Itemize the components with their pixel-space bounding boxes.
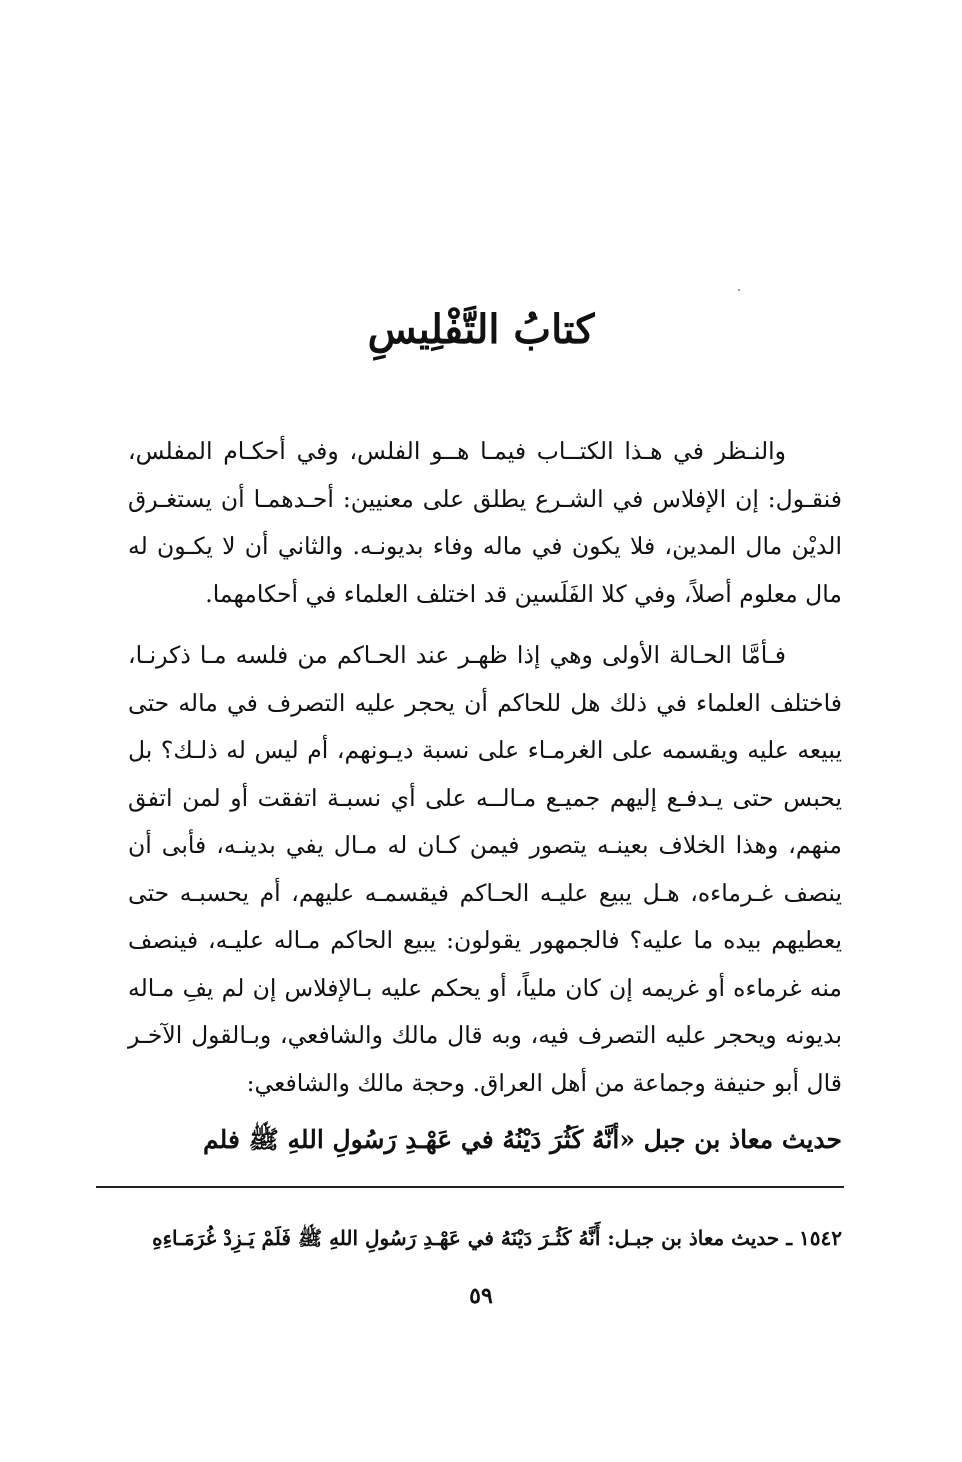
paragraph-2: فـأمَّا الحـالة الأولى وهي إذا ظهـر عند الحـاكم من فلسه مـا ذكرنـا، فاختلف العلماء في ذلك هل للحاكم أن يحجر عليه التصرف في ماله حتى يبيعه عليه ويقسمه على الغرمـاء على نسبة ديـونهم، أم ليس له ذلـك؟ بل يحبس حتى يـدفـع إليهم جميـع مـالــه على أي نسبـة اتفقت أو لمن اتفق منهم، وهذا الخلاف بعينـه يتصور فيمن كـان له مـال يفي بدينـه، فأبى أن ينصف غـرماءه، هـل يبيع عليـه الحـاكم فيقسمـه عليهم، أم يحسبـه حتى يعطيهم بيده ما عليه؟ فالجمهور يقولون: يبيع الحاكم مـاله عليـه، فينصف منه غرماءه أو غريمه إن كان ملياً، أو يحكم عليه بـالإفلاس إن لم يفِ مـاله بديونه ويحجر عليه التصرف فيه، وبه قال مالك والشافعي، وبـالقول الآخـر قال أبو حنيفة وجماعة من أهل العراق. وحجة مالك والشافعي: — [128, 641, 842, 1097]
scan-speck — [738, 289, 740, 291]
paragraph-1: والنـظر في هـذا الكتــاب فيمـا هــو الفلس، وفي أحكـام المفلس، فنقـول: إن الإفلاس في الشـرع يطلق على معنيين: أحـدهمـا أن يستغـرق الديْن مال المدين، فلا يكون في ماله وفاء بديونـه. والثاني أن لا يكـون له مال معلوم أصلاً، وفي كلا الفَلَسين قد اختلف العلماء في أحكامهما. — [128, 437, 842, 608]
hadith-line: حديث معاذ بن جبل «أنَّهُ كَثُرَ دَيْنُهُ في عَهْـدِ رَسُولِ اللهِ ﷺ فلم — [203, 1125, 842, 1154]
footnote-divider — [96, 1186, 844, 1188]
main-text — [128, 428, 842, 1121]
page-number: ٥٩ — [469, 1283, 493, 1309]
footnote: ١٥٤٢ ـ حديث معاذ بن جبـل: أَنَّهُ كَثُـرَ دَيْنَهُ في عَهْـدِ رَسُولِ اللهِ ﷺ فَلَمْ يَـزِدْ غُرَمَـاءِهِ — [152, 1226, 842, 1250]
chapter-title: كتابُ التَّفْلِيسِ — [367, 306, 595, 353]
